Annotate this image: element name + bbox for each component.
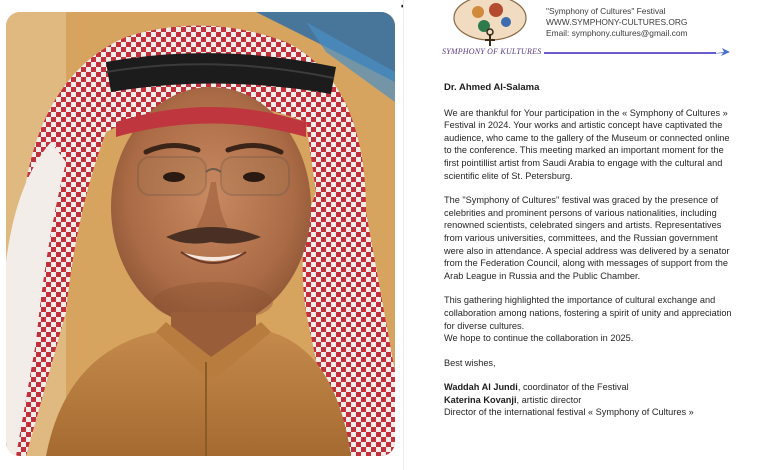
paragraph-line: This gathering highlighted the importance of cultural exchange and [444,295,716,306]
paragraph-line: We hope to continue the collaboration in 2025. [444,333,634,344]
paragraph-line: for diverse cultures. [444,320,525,331]
logo-caption: SYMPHONY OF KULTURES [442,47,542,56]
website-link[interactable]: WWW.SYMPHONY-CULTURES.ORG [546,16,688,27]
signatory-3 [444,406,780,419]
letter-document [403,0,780,470]
paragraph-3 [444,294,780,344]
paragraph-line: scientific elite of St. Petersburg. [444,170,573,181]
paragraph-line: collaboration among nations, fostering a spirit of unity and appreciation [444,307,732,318]
salutation: Dr. Ahmed Al-Salama [444,82,540,93]
portrait-illustration [6,12,395,456]
arrow-icon [710,47,730,57]
portrait-photo [6,12,395,456]
paragraph-line: from various universities, committees, and the Russian government [444,232,718,243]
paragraph-line: The "Symphony of Cultures" festival was graced by the presence of [444,195,719,206]
signatory-role: , coordinator of the Festival [517,382,629,393]
paragraph-line: first pointillist artist from Saudi Arabia to engage with the cultural and [444,157,723,168]
signatory-role: Director of the international festival « Symphony of Cultures » [444,407,694,418]
paragraph-2 [444,194,780,282]
letterhead [404,0,780,62]
paragraph-line: to the conference. This meeting marked an important moment for the [444,145,724,156]
paragraph-line: Arab League in Russia and the Public Chamber. [444,270,641,281]
letterhead-divider [544,52,716,54]
letter-body [444,82,780,419]
email-link[interactable]: Email: symphony.cultures@gmail.com [546,27,688,38]
paragraph-line: renowned scientists, celebrated singers and artists. Representatives [444,220,722,231]
paragraph-1 [444,107,780,183]
paragraph-line: were also in attendance. A special address was delivered by a senator [444,245,730,256]
paragraph-line: celebrities and prominent persons of various nationalities, including [444,207,717,218]
paragraph-line: We are thankful for Your participation in the « Symphony of Cultures » [444,107,728,118]
signatory-1 [444,381,780,394]
paragraph-line: audience, who came to the gallery of the Museum or connected online [444,132,730,143]
signatory-2 [444,394,780,407]
letterhead-contact [546,6,687,38]
festival-name: "Symphony of Cultures" Festival [546,6,666,16]
signatory-name: Waddah Al Jundi [444,382,518,393]
paragraph-line: Festival in 2024. Your works and artistic concept have captivated the [444,120,723,131]
closing: Best wishes, [444,357,496,368]
paragraph-line: from the Federation Council, along with messages of support from the [444,258,728,269]
signatory-name: Katerina Kovanji [444,394,517,405]
signatory-role: , artistic director [516,394,582,405]
